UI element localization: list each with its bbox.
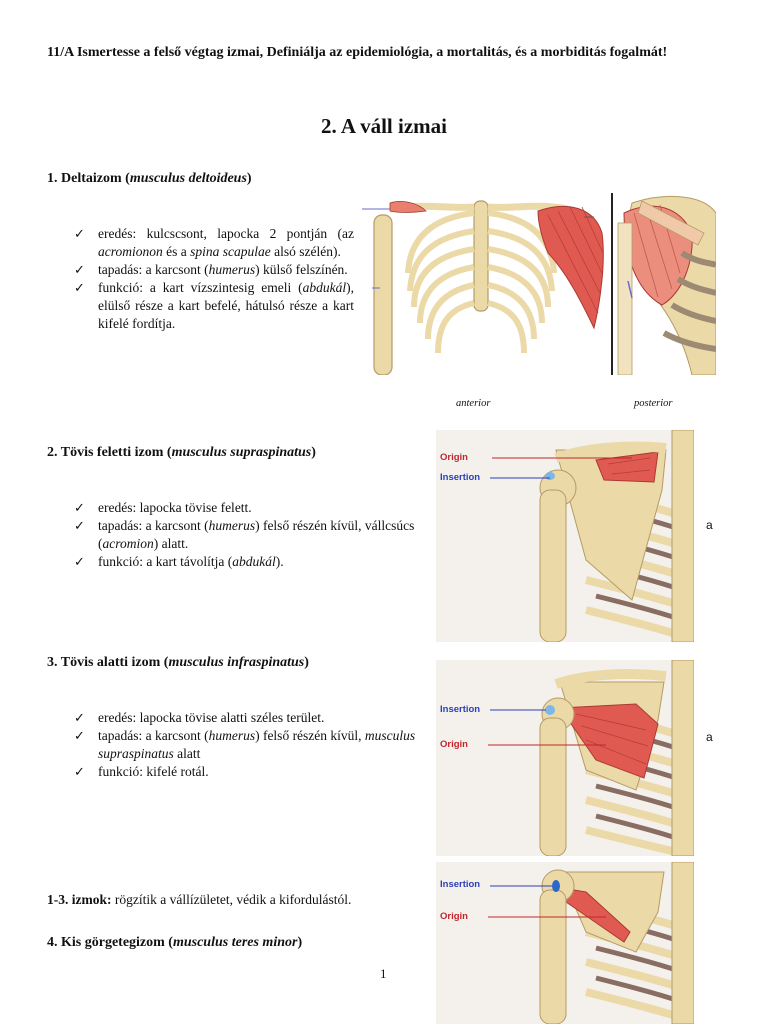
teres-minor-origin-label: Origin bbox=[440, 911, 468, 922]
infraspinatus-insertion-label: Insertion bbox=[440, 704, 481, 715]
stray-letter-2: a bbox=[706, 730, 713, 744]
section-4-heading: 4. Kis görgetegizom (musculus teres minor) bbox=[47, 935, 303, 950]
checkmark-icon: ✓ bbox=[74, 518, 85, 533]
bullet-item: ✓ eredés: lapocka tövise alatti széles terület. bbox=[74, 710, 325, 725]
latin-term: abdukál bbox=[232, 554, 276, 569]
section-1-heading: 1. Deltaizom (musculus deltoideus) bbox=[47, 171, 252, 186]
bullet-item: ✓ eredés: lapocka tövise felett. bbox=[74, 500, 252, 515]
latin-term: acromion bbox=[102, 536, 154, 551]
bullet-item: ✓ funkció: kifelé rotál. bbox=[74, 764, 209, 779]
supraspinatus-insertion-label: Insertion bbox=[440, 472, 481, 483]
page-number: 1 bbox=[380, 966, 387, 981]
bullet-item: ✓ funkció: a kart távolítja (abdukál). bbox=[74, 554, 284, 569]
checkmark-icon: ✓ bbox=[74, 280, 85, 295]
checkmark-icon: ✓ bbox=[74, 728, 85, 743]
latin-term: humerus bbox=[208, 518, 256, 533]
section-2-list bbox=[66, 499, 434, 571]
checkmark-icon: ✓ bbox=[74, 262, 85, 277]
stray-letter-1: a bbox=[706, 518, 713, 532]
deltoid-figure bbox=[362, 193, 716, 375]
checkmark-icon: ✓ bbox=[74, 500, 85, 515]
section-3-list bbox=[66, 709, 434, 781]
section-3-heading: 3. Tövis alatti izom (musculus infraspinatus) bbox=[47, 655, 309, 670]
question-heading: 11/A Ismertesse a felső végtag izmai, Definiálja az epidemiológia, a mortalitás, és a morbiditás fogalmát! bbox=[47, 45, 668, 60]
bullet-item: ✓ tapadás: a karcsont (humerus) külső felszínén. bbox=[74, 262, 348, 277]
checkmark-icon: ✓ bbox=[74, 764, 85, 779]
infraspinatus-figure bbox=[436, 660, 694, 856]
latin-term: acromionon bbox=[98, 244, 163, 259]
bullet-item: ✓ funkció: a kart vízszintesig emeli (abdukál), elülső része a kart befelé, hátulsó része a kart kifelé fordítja. bbox=[74, 280, 354, 331]
checkmark-icon: ✓ bbox=[74, 226, 85, 241]
bullet-item: ✓ eredés: kulcscsont, lapocka 2 pontján (az acromionon és a spina scapulae alsó szélén). bbox=[74, 226, 354, 259]
checkmark-icon: ✓ bbox=[74, 554, 85, 569]
chapter-title: 2. A váll izmai bbox=[321, 114, 447, 138]
infraspinatus-origin-label: Origin bbox=[440, 739, 468, 750]
latin-term: spina scapulae bbox=[190, 244, 271, 259]
checkmark-icon: ✓ bbox=[74, 710, 85, 725]
latin-term: humerus bbox=[208, 262, 256, 277]
section-2-heading: 2. Tövis feletti izom (musculus supraspinatus) bbox=[47, 445, 316, 460]
latin-term: abdukál bbox=[302, 280, 347, 295]
bullet-item: ✓ tapadás: a karcsont (humerus) felső részén kívül, musculus supraspinatus alatt bbox=[74, 728, 416, 761]
section-1-list bbox=[66, 225, 354, 333]
muscles-summary: 1-3. izmok: rögzítik a vállízületet, védik a kifordulástól. bbox=[47, 892, 352, 907]
caption-posterior: posterior bbox=[634, 398, 673, 409]
latin-term: humerus bbox=[208, 728, 256, 743]
bullet-item: ✓ tapadás: a karcsont (humerus) felső részén kívül, vállcsúcs (acromion) alatt. bbox=[74, 518, 415, 551]
supraspinatus-figure bbox=[436, 430, 694, 642]
supraspinatus-origin-label: Origin bbox=[440, 452, 468, 463]
latin-term: musculus supraspinatus bbox=[98, 728, 416, 761]
teres-minor-insertion-label: Insertion bbox=[440, 879, 481, 890]
caption-anterior: anterior bbox=[456, 398, 491, 409]
